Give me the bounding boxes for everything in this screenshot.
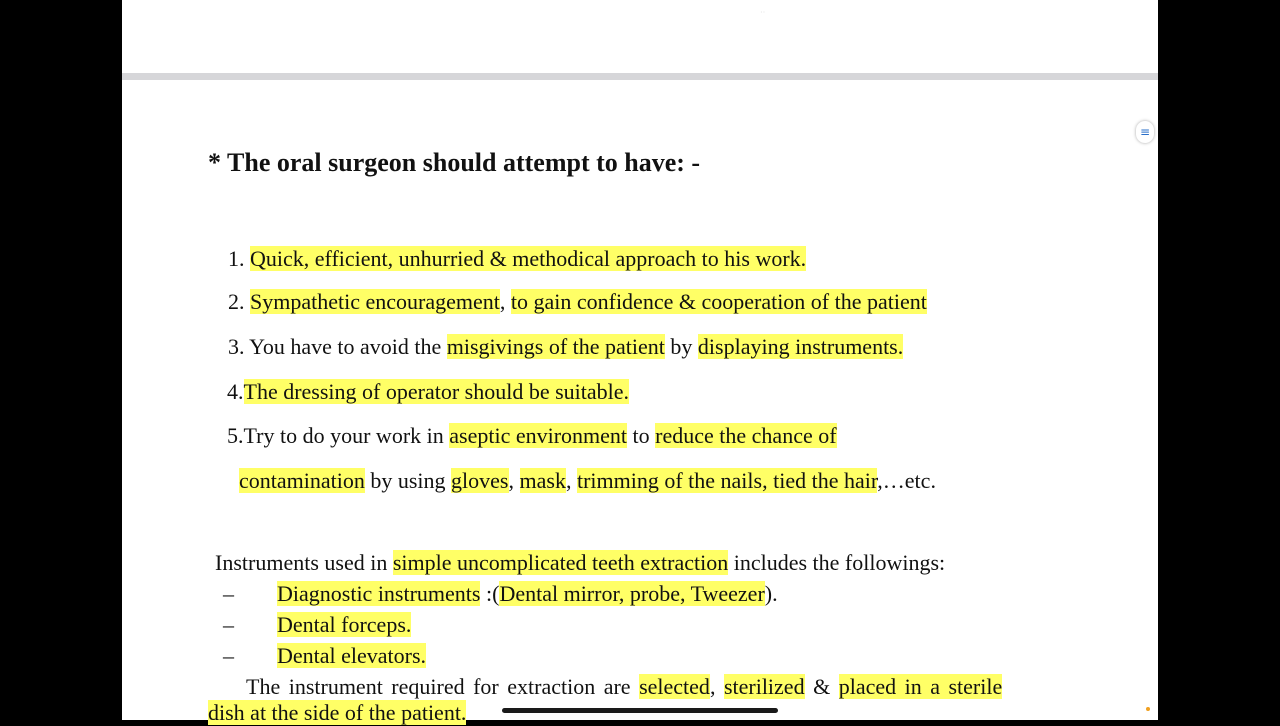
bullet-dash: –	[223, 643, 234, 668]
highlighted-text: selected	[639, 674, 710, 699]
home-indicator[interactable]	[502, 708, 778, 713]
highlighted-text: simple uncomplicated teeth extraction	[392, 550, 729, 575]
text: :(	[480, 581, 500, 606]
highlighted-text: The dressing of operator should be suitable.	[243, 379, 630, 404]
text: ,	[709, 674, 724, 699]
list-item-2	[228, 289, 927, 315]
text: by using	[364, 468, 452, 493]
bullet-dash: –	[223, 612, 234, 637]
list-item-4	[227, 379, 629, 405]
text: The instrument required for extraction are	[246, 674, 640, 699]
highlighted-text: Dental elevators.	[277, 643, 427, 668]
highlighted-text: contamination	[239, 468, 365, 493]
list-number: 1.	[228, 246, 250, 271]
highlighted-text: gloves	[451, 468, 509, 493]
text: ,…etc.	[877, 468, 936, 493]
list-number: 2.	[228, 289, 250, 314]
list-item-3	[228, 334, 903, 360]
text: by	[664, 334, 698, 359]
text: ,	[499, 289, 511, 314]
instrument-paragraph-line-1	[246, 674, 1002, 700]
list-number: 3. You have to avoid the	[228, 334, 447, 359]
highlighted-text: to gain confidence & cooperation of the patient	[510, 289, 927, 314]
highlighted-text: misgivings of the patient	[446, 334, 665, 359]
list-number: 5.	[227, 423, 244, 448]
bullet-item-2	[277, 612, 411, 638]
list-number: 4.	[227, 379, 244, 404]
bullet-dash: –	[223, 581, 234, 606]
bullet-item-3	[277, 643, 426, 669]
highlighted-text: Sympathetic encouragement	[250, 289, 500, 314]
highlighted-text: sterilized	[723, 674, 805, 699]
highlighted-text: placed in a sterile	[838, 674, 1003, 699]
text: Try to do your work in	[243, 423, 450, 448]
highlighted-text: aseptic environment	[449, 423, 628, 448]
highlighted-text: Diagnostic instruments	[277, 581, 481, 606]
text: ,	[508, 468, 520, 493]
highlighted-text: Quick, efficient, unhurried & methodical approach to his work.	[250, 246, 807, 271]
outline-menu-icon[interactable]: ≡	[1136, 121, 1154, 143]
status-dot	[1146, 707, 1150, 711]
instrument-paragraph-line-2	[208, 700, 466, 726]
bullet-item-1	[277, 581, 778, 607]
highlighted-text: Dental mirror, probe, Tweezer	[499, 581, 765, 606]
highlighted-text: dish at the side of the patient.	[208, 700, 467, 725]
list-item-5-continued	[239, 468, 936, 494]
text: includes the followings:	[728, 550, 946, 575]
highlighted-text: mask	[519, 468, 566, 493]
text: ).	[764, 581, 778, 606]
text: to	[627, 423, 656, 448]
highlighted-text: Dental forceps.	[277, 612, 412, 637]
section-heading: * The oral surgeon should attempt to have: -	[208, 148, 701, 177]
text: &	[804, 674, 839, 699]
previous-page	[122, 0, 1158, 73]
page-marker: ··	[760, 8, 766, 17]
highlighted-text: displaying instruments.	[697, 334, 904, 359]
list-item-5	[227, 423, 837, 449]
page-separator	[122, 73, 1158, 80]
highlighted-text: reduce the chance of	[655, 423, 837, 448]
text: ,	[565, 468, 577, 493]
list-item-1	[228, 246, 806, 272]
text: Instruments used in	[215, 550, 393, 575]
highlighted-text: trimming of the nails, tied the hair	[576, 468, 878, 493]
instruments-intro	[215, 550, 945, 576]
